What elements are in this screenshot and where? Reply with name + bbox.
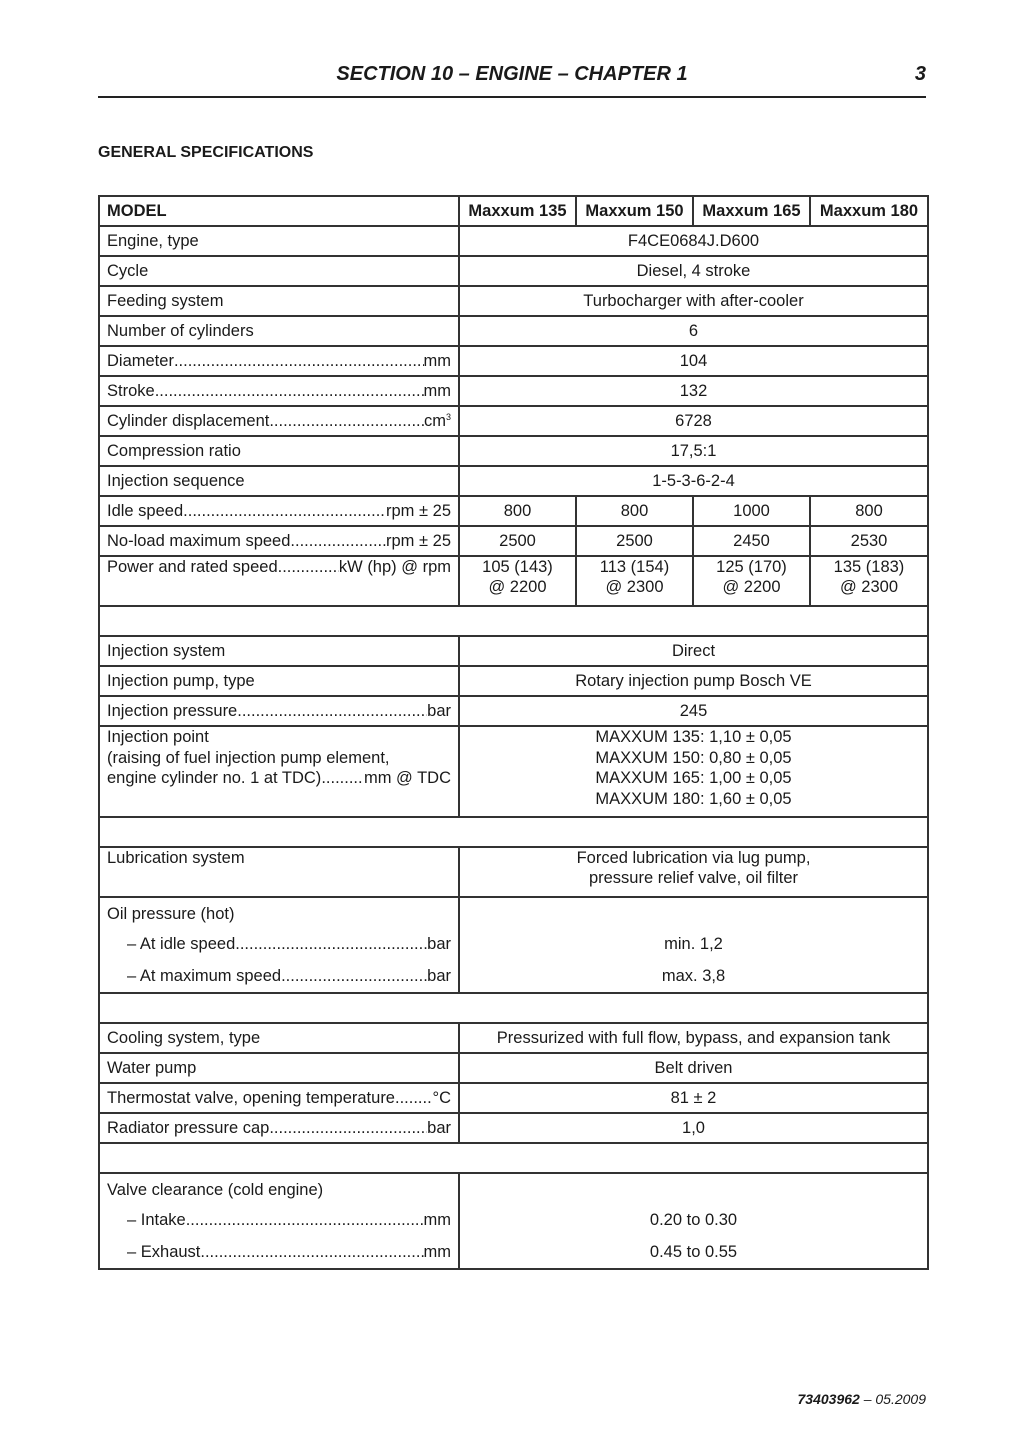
- table-row: [99, 526, 928, 556]
- spec-label: No-load maximum speed: [107, 532, 291, 550]
- spec-value: F4CE0684J.D600: [459, 226, 928, 256]
- spec-value: 245: [459, 696, 928, 726]
- spec-label-cell: [99, 1113, 459, 1143]
- document-code: 73403962: [797, 1391, 860, 1407]
- spec-label: – Intake: [127, 1211, 186, 1229]
- spec-value: 800: [576, 496, 693, 526]
- table-row: [99, 496, 928, 526]
- page-number: 3: [914, 63, 926, 85]
- table-row: [99, 226, 928, 256]
- spec-label: Thermostat valve, opening temperature: [107, 1089, 395, 1107]
- spec-value: Turbocharger with after-cooler: [459, 286, 928, 316]
- spec-value: 132: [459, 376, 928, 406]
- table-row: [99, 726, 928, 817]
- spec-value: 1,0: [459, 1113, 928, 1143]
- spacer-row: [99, 993, 928, 1023]
- spec-label-cell: [99, 1173, 459, 1269]
- spec-label: Cooling system, type: [99, 1023, 459, 1053]
- spec-label-cell: [99, 406, 459, 436]
- spacer-row: [99, 817, 928, 847]
- spacer-row: [99, 606, 928, 636]
- spec-value: 125 (170) @ 2200: [693, 556, 810, 606]
- table-row: [99, 897, 928, 993]
- model-header: MODEL: [99, 196, 459, 226]
- table-row: [99, 316, 928, 346]
- spec-unit: mm: [423, 352, 451, 370]
- model-column-header: Maxxum 165: [693, 196, 810, 226]
- spec-label: Power and rated speed: [107, 558, 278, 576]
- table-row: [99, 1113, 928, 1143]
- spacer-row: [99, 1143, 928, 1173]
- spec-label: Injection system: [99, 636, 459, 666]
- spec-label: Cycle: [99, 256, 459, 286]
- spec-label: Injection point: [107, 728, 209, 746]
- spec-value: 2450: [693, 526, 810, 556]
- spec-value: 2500: [576, 526, 693, 556]
- spec-label: Valve clearance (cold engine): [107, 1181, 324, 1199]
- spec-value: Rotary injection pump Bosch VE: [459, 666, 928, 696]
- table-row: [99, 256, 928, 286]
- spec-unit: kW (hp) @ rpm: [338, 558, 451, 576]
- spec-value: 17,5:1: [459, 436, 928, 466]
- spec-value: Direct: [459, 636, 928, 666]
- spec-label-cell: [99, 897, 459, 993]
- table-row: [99, 376, 928, 406]
- spec-value: Diesel, 4 stroke: [459, 256, 928, 286]
- spec-label: Engine, type: [99, 226, 459, 256]
- section-title: SECTION 10 – ENGINE – CHAPTER 1: [336, 63, 688, 85]
- spec-value: 2500: [459, 526, 576, 556]
- spec-value: Belt driven: [459, 1053, 928, 1083]
- section-heading: GENERAL SPECIFICATIONS: [98, 144, 314, 161]
- spec-unit: mm @ TDC: [363, 769, 451, 787]
- model-column-header: Maxxum 180: [810, 196, 928, 226]
- table-row: [99, 636, 928, 666]
- spec-unit: bar: [427, 1119, 451, 1137]
- spec-label: – Exhaust: [127, 1243, 201, 1261]
- spec-label: – At idle speed: [127, 935, 236, 953]
- model-column-header: Maxxum 135: [459, 196, 576, 226]
- spec-unit: $cm^3$: [423, 412, 451, 430]
- spec-value: MAXXUM 135: 1,10 ± 0,05 MAXXUM 150: 0,80 ± 0,05 MAXXUM 165: 1,00 ± 0,05 MAXXUM 180: 1,60 ± 0,05: [459, 726, 928, 817]
- table-row: [99, 406, 928, 436]
- document-date: 05.2009: [875, 1391, 926, 1407]
- spec-value: 1-5-3-6-2-4: [459, 466, 928, 496]
- spec-value: 135 (183) @ 2300: [810, 556, 928, 606]
- specifications-table: [98, 195, 929, 1270]
- table-row: [99, 666, 928, 696]
- spec-unit: mm: [423, 382, 451, 400]
- spec-value: 6728: [459, 406, 928, 436]
- spec-label: Radiator pressure cap: [107, 1119, 270, 1137]
- spec-label: Diameter: [107, 352, 174, 370]
- spec-label-cell: [99, 526, 459, 556]
- spec-value: 0.20 to 0.30 0.45 to 0.55: [459, 1173, 928, 1269]
- spec-value: 105 (143) @ 2200: [459, 556, 576, 606]
- spec-unit: bar: [427, 702, 451, 720]
- spec-value: 113 (154) @ 2300: [576, 556, 693, 606]
- table-row: [99, 346, 928, 376]
- spec-value: 81 ± 2: [459, 1083, 928, 1113]
- spec-value: min. 1,2 max. 3,8: [459, 897, 928, 993]
- spec-label: Number of cylinders: [99, 316, 459, 346]
- spec-unit: rpm ± 25: [386, 532, 451, 550]
- spec-label-cell: [99, 696, 459, 726]
- table-row: [99, 1053, 928, 1083]
- spec-label: Compression ratio: [99, 436, 459, 466]
- spec-label: Injection sequence: [99, 466, 459, 496]
- spec-unit: bar: [427, 935, 451, 953]
- spec-value: 800: [459, 496, 576, 526]
- spec-value: 800: [810, 496, 928, 526]
- spec-label: Idle speed: [107, 502, 184, 520]
- spec-label-cell: [99, 1083, 459, 1113]
- table-row: [99, 1173, 928, 1269]
- spec-label-cell: [99, 376, 459, 406]
- page-header: [98, 60, 926, 98]
- spec-unit: mm: [423, 1243, 451, 1261]
- spec-label-cell: [99, 346, 459, 376]
- spec-label-cell: [99, 496, 459, 526]
- table-row: [99, 466, 928, 496]
- spec-label: Stroke: [107, 382, 155, 400]
- page-footer: [798, 1391, 926, 1407]
- spec-label: Lubrication system: [99, 847, 459, 897]
- footer-separator: –: [863, 1391, 872, 1407]
- table-row: [99, 286, 928, 316]
- spec-label: engine cylinder no. 1 at TDC): [107, 769, 322, 787]
- spec-unit: °C: [432, 1089, 451, 1107]
- spec-label: Injection pump, type: [99, 666, 459, 696]
- model-column-header: Maxxum 150: [576, 196, 693, 226]
- table-row: [99, 436, 928, 466]
- spec-unit: bar: [427, 967, 451, 985]
- spec-value: Forced lubrication via lug pump, pressure relief valve, oil filter: [459, 847, 928, 897]
- spec-label: (raising of fuel injection pump element,: [107, 748, 390, 767]
- spec-value: 1000: [693, 496, 810, 526]
- table-row: [99, 556, 928, 606]
- spec-label: Feeding system: [99, 286, 459, 316]
- spec-label-cell: [99, 726, 459, 817]
- spec-value: 2530: [810, 526, 928, 556]
- spec-label: Cylinder displacement: [107, 412, 270, 430]
- table-row: [99, 847, 928, 897]
- spec-label: Water pump: [99, 1053, 459, 1083]
- table-row: [99, 1023, 928, 1053]
- table-row: [99, 1083, 928, 1113]
- spec-unit: mm: [423, 1211, 451, 1229]
- table-row: [99, 696, 928, 726]
- table-header-row: [99, 196, 928, 226]
- spec-label-cell: [99, 556, 459, 606]
- spec-label: – At maximum speed: [127, 967, 282, 985]
- spec-unit: rpm ± 25: [386, 502, 451, 520]
- spec-value: 6: [459, 316, 928, 346]
- spec-value: 104: [459, 346, 928, 376]
- spec-value: Pressurized with full flow, bypass, and expansion tank: [459, 1023, 928, 1053]
- spec-label: Injection pressure: [107, 702, 238, 720]
- spec-label: Oil pressure (hot): [107, 905, 235, 923]
